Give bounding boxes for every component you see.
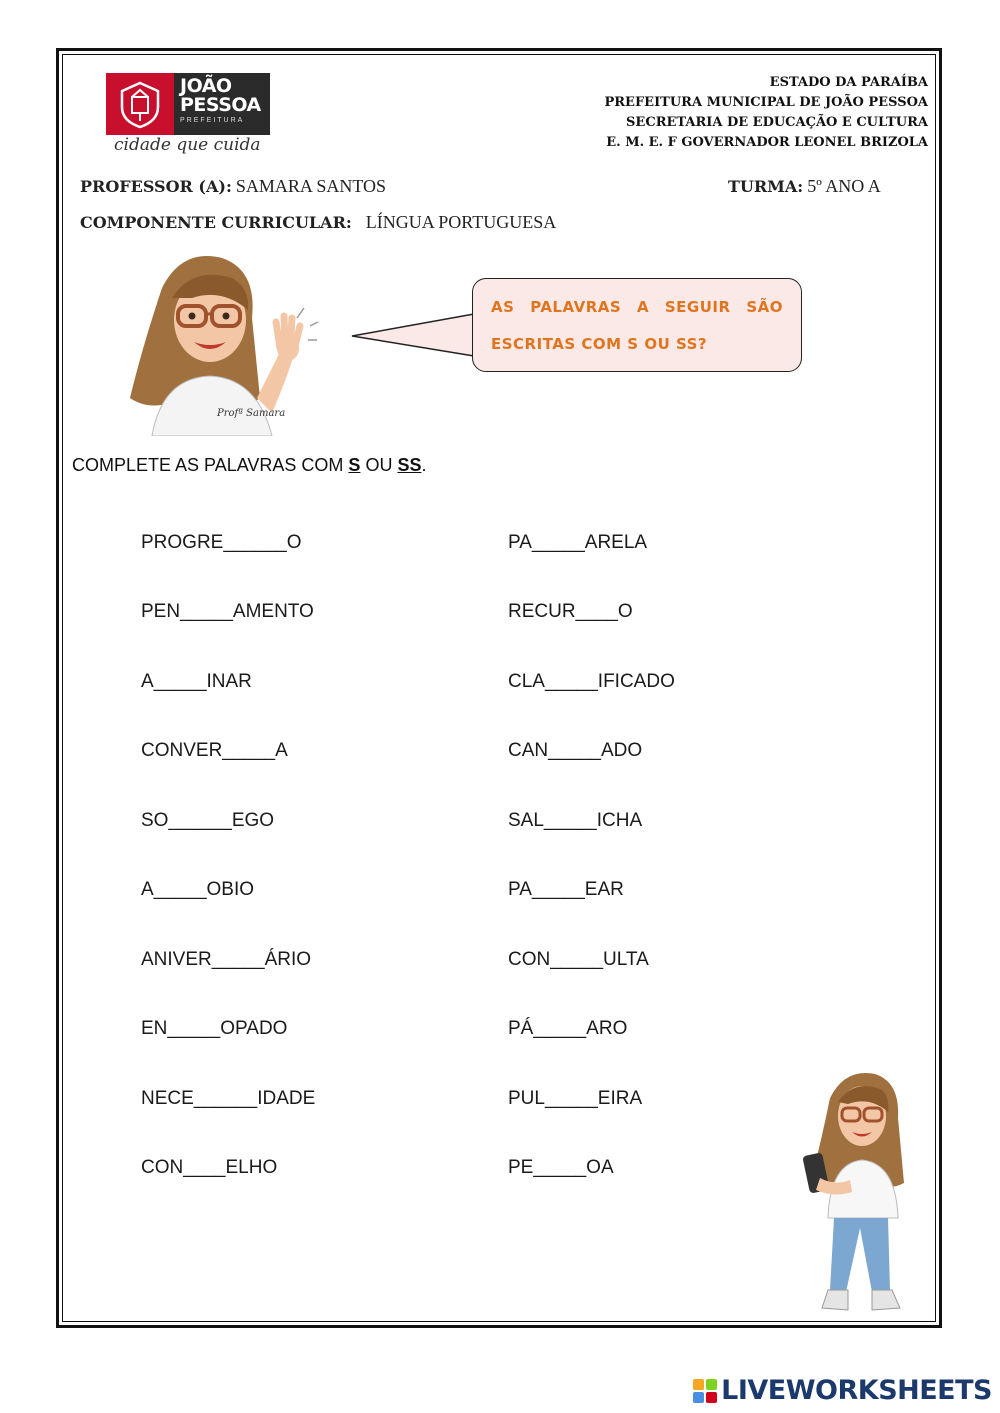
institution-line: SECRETARIA DE EDUCAÇÃO E CULTURA [626,115,928,130]
teacher-avatar-waving [122,248,332,436]
avatar-badge-text: Profª Samara [217,408,286,419]
institution-line: PREFEITURA MUNICIPAL DE JOÃO PESSOA [604,95,928,110]
logo-wordmark-line2: PESSOA [180,94,261,116]
teacher-line [80,176,386,197]
institution-line: ESTADO DA PARAÍBA [769,75,928,90]
institution-line: E. M. E. F GOVERNADOR LEONEL BRIZOLA [606,135,928,150]
liveworksheets-wordmark: LIVEWORKSHEETS [721,1375,992,1406]
word-item[interactable]: PROGRE______O [141,532,302,553]
word-item[interactable]: SAL_____ICHA [508,810,643,831]
word-item[interactable]: A_____INAR [141,671,252,692]
instruction-ss: SS [397,455,422,475]
word-item[interactable]: A_____OBIO [141,879,255,900]
word-item[interactable]: PUL_____EIRA [508,1088,643,1109]
liveworksheets-logo-icon [693,1379,717,1403]
speech-bubble [472,278,802,372]
word-item[interactable]: CAN_____ADO [508,740,643,761]
subject-value: LÍNGUA PORTUGUESA [365,212,557,232]
instruction-s: S [348,455,361,475]
word-item[interactable]: ANIVER_____ÁRIO [141,949,312,970]
institution-header [604,73,928,153]
class-value: 5º ANO A [807,176,881,196]
instruction-after: . [421,455,427,475]
word-item[interactable]: SO______EGO [141,810,275,831]
word-item[interactable]: NECE______IDADE [141,1088,316,1109]
coat-of-arms-icon [106,73,174,135]
subject-line [80,212,556,233]
word-item[interactable]: PA_____ARELA [508,532,648,553]
word-item[interactable]: CON____ELHO [141,1157,278,1178]
logo-wordmark-line1: JOÃO [180,75,232,97]
word-item[interactable]: CLA_____IFICADO [508,671,675,692]
class-line [728,176,881,197]
speech-bubble-text: AS PALAVRAS A SEGUIR SÃO ESCRITAS COM S OU SS? [491,298,783,353]
speech-bubble-tail [350,310,476,360]
word-item[interactable]: CON_____ULTA [508,949,649,970]
logo-motto: cidade que cuida [114,135,261,155]
word-item[interactable]: PEN_____AMENTO [141,601,314,622]
teacher-avatar-phone [800,1068,925,1313]
instruction-text [72,455,426,476]
instruction-before: COMPLETE AS PALAVRAS COM [72,455,349,475]
liveworksheets-brand [693,1375,992,1406]
word-item[interactable]: PE_____OA [508,1157,614,1178]
teacher-label: PROFESSOR (A): [80,177,232,196]
word-item[interactable]: PA_____EAR [508,879,624,900]
city-logo [106,73,276,163]
subject-label: COMPONENTE CURRICULAR: [80,213,352,232]
instruction-middle: OU [360,455,398,475]
word-item[interactable]: CONVER_____A [141,740,288,761]
word-item[interactable]: PÁ_____ARO [508,1018,628,1039]
word-item[interactable]: EN_____OPADO [141,1018,288,1039]
word-item[interactable]: RECUR____O [508,601,633,622]
class-label: TURMA: [728,177,804,196]
logo-subtitle: PREFEITURA [180,117,245,124]
teacher-value: SAMARA SANTOS [235,176,387,196]
